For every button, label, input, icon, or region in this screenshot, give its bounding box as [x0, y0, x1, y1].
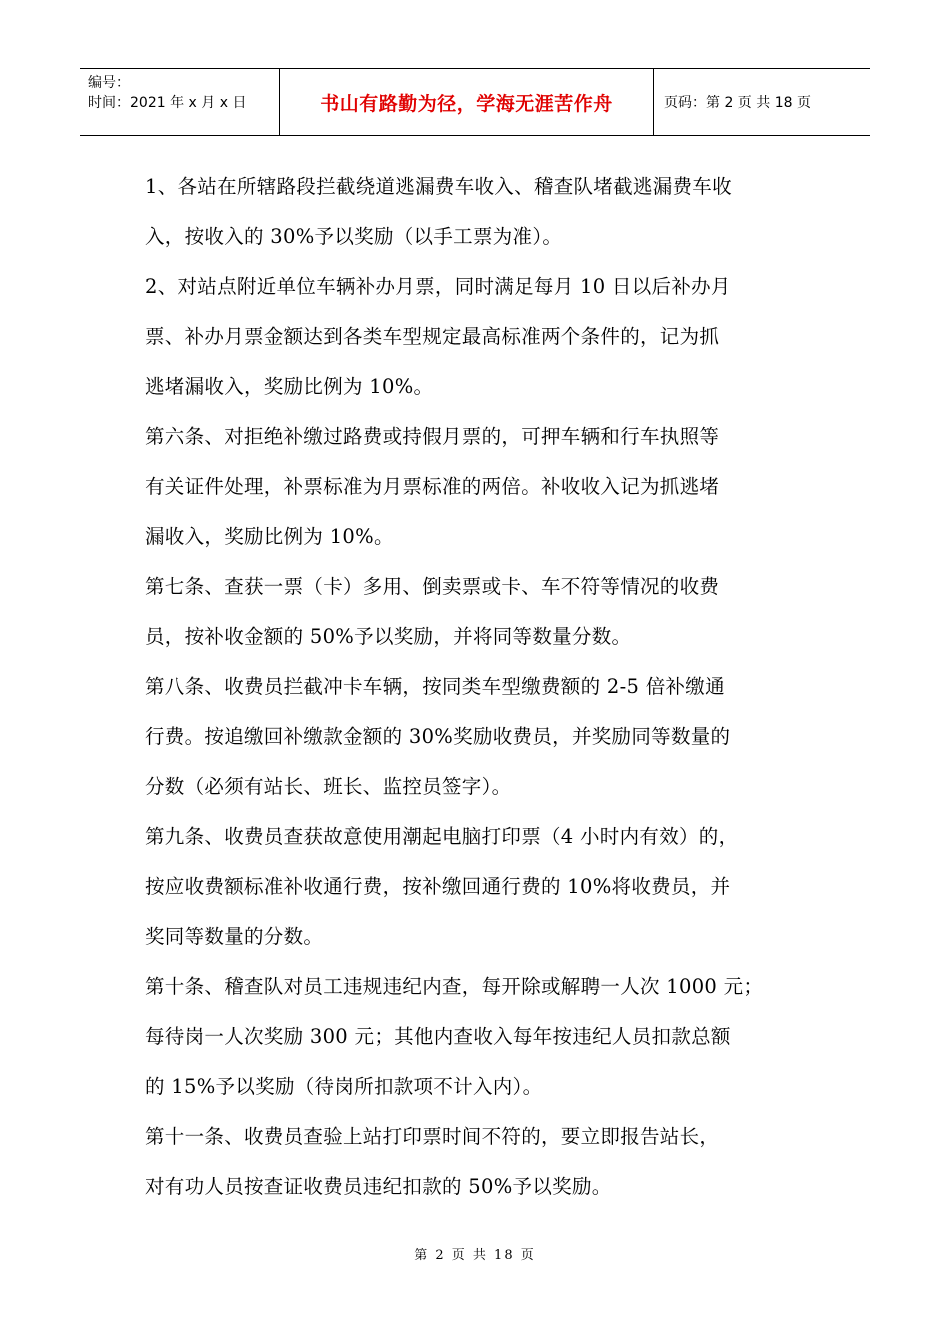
body-line: 2、对站点附近单位车辆补办月票，同时满足每月 10 日以后补办月: [145, 275, 731, 298]
body-line: 员，按补收金额的 50%予以奖励，并将同等数量分数。: [145, 625, 632, 648]
body-line: 漏收入，奖励比例为 10%。: [145, 525, 394, 548]
body-line: 行费。按追缴回补缴款金额的 30%奖励收费员，并奖励同等数量的: [145, 725, 731, 748]
body-line: 第六条、对拒绝补缴过路费或持假月票的，可押车辆和行车执照等: [145, 425, 720, 448]
body-line: 按应收费额标准补收通行费，按补缴回通行费的 10%将收费员，并: [145, 875, 731, 898]
header-page-code-cell: [654, 69, 870, 135]
document-body: [145, 162, 835, 1212]
body-line: 逃堵漏收入，奖励比例为 10%。: [145, 375, 434, 398]
body-line: 第八条、收费员拦截冲卡车辆，按同类车型缴费额的 2-5 倍补缴通: [145, 675, 725, 698]
document-number-label: 编号：: [88, 75, 130, 91]
body-line: 入，按收入的 30%予以奖励（以手工票为准）。: [145, 225, 563, 248]
page-footer: [0, 1244, 950, 1263]
body-line: 第九条、收费员查获故意使用潮起电脑打印票（4 小时内有效）的，: [145, 825, 739, 848]
body-line: 第七条、查获一票（卡）多用、倒卖票或卡、车不符等情况的收费: [145, 575, 720, 598]
header-motto: 书山有路勤为径，学海无涯苦作舟: [320, 92, 613, 115]
header-meta: [80, 69, 280, 135]
page-header: [80, 68, 870, 136]
body-line: 奖同等数量的分数。: [145, 925, 324, 948]
body-line: 有关证件处理，补票标准为月票标准的两倍。补收收入记为抓逃堵: [145, 475, 720, 498]
body-line: 每待岗一人次奖励 300 元；其他内查收入每年按违纪人员扣款总额: [145, 1025, 731, 1048]
body-line: 第十一条、收费员查验上站打印票时间不符的，要立即报告站长，: [145, 1125, 720, 1148]
body-line: 的 15%予以奖励（待岗所扣款项不计入内）。: [145, 1075, 543, 1098]
document-time-label: 时间：2021 年 x 月 x 日: [88, 95, 247, 111]
body-line: 第十条、稽查队对员工违规违纪内查，每开除或解聘一人次 1000 元；: [145, 975, 764, 998]
body-line: 票、补办月票金额达到各类车型规定最高标准两个条件的，记为抓: [145, 325, 720, 348]
body-line: 分数（必须有站长、班长、监控员签字）。: [145, 775, 512, 798]
header-motto-cell: [280, 69, 654, 135]
body-line: 1、各站在所辖路段拦截绕道逃漏费车收入、稽查队堵截逃漏费车收: [145, 175, 732, 198]
header-page-code: 页码：第 2 页 共 18 页: [664, 95, 811, 111]
body-line: 对有功人员按查证收费员违纪扣款的 50%予以奖励。: [145, 1175, 612, 1198]
footer-page-number: 第 2 页 共 18 页: [414, 1248, 536, 1263]
